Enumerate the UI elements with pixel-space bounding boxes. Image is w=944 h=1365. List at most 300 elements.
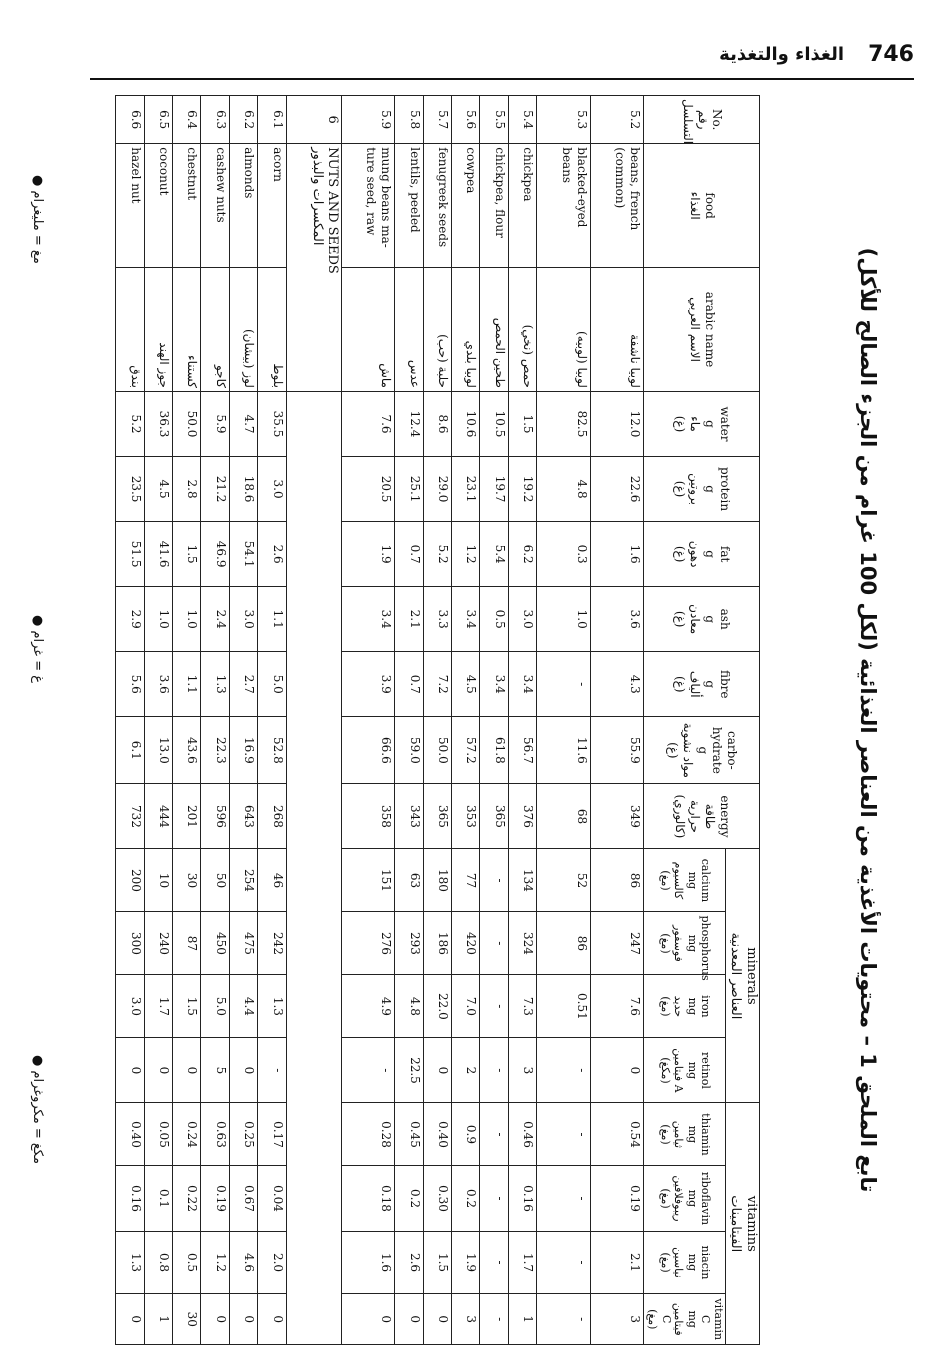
nutrient-value: 1.6	[341, 1231, 394, 1294]
nutrient-value: 1.5	[423, 1231, 451, 1294]
nutrient-value: 3.6	[144, 652, 172, 717]
arabic-name: كاجو	[201, 268, 229, 392]
nutrient-value: 0	[173, 1038, 201, 1103]
table-row	[537, 96, 590, 1345]
nutrient-value: 0	[116, 1038, 145, 1103]
nutrient-value: 0.46	[508, 1103, 536, 1166]
nutrient-value: 68	[537, 784, 590, 849]
table-row	[480, 96, 508, 1345]
food-name-line: acorn	[270, 147, 285, 182]
nutrient-value: 1	[508, 1294, 536, 1345]
nutrient-value: 0.51	[537, 975, 590, 1038]
food-name	[537, 144, 590, 268]
row-number: 5.9	[341, 96, 394, 144]
col-vitamin-c: vitamin C mg فيتامين C (مغ)	[644, 1294, 726, 1345]
nutrient-value: 5.0	[201, 975, 229, 1038]
row-number: 5.2	[590, 96, 643, 144]
nutrient-value: 2.8	[173, 457, 201, 522]
nutrient-value: 4.5	[452, 652, 480, 717]
nutrient-value: 343	[395, 784, 423, 849]
nutrient-value: 7.6	[590, 975, 643, 1038]
nutrient-value: 3.4	[341, 587, 394, 652]
section-empty	[286, 391, 341, 1344]
table-row	[229, 96, 257, 1345]
nutrient-value: 0	[229, 1038, 257, 1103]
nutrient-value: -	[480, 1231, 508, 1294]
table-row	[452, 96, 480, 1345]
nutrient-value: 0.54	[590, 1103, 643, 1166]
nutrient-value: -	[537, 1103, 590, 1166]
arabic-name: كستناء	[173, 268, 201, 392]
nutrient-value: 4.5	[144, 457, 172, 522]
arabic-name: لوبيا ناشفة	[590, 268, 643, 392]
nutrient-value: 5.2	[423, 522, 451, 587]
row-number: 6.1	[258, 96, 286, 144]
nutrient-value: 365	[480, 784, 508, 849]
nutrient-value: -	[480, 912, 508, 975]
nutrient-value: 186	[423, 912, 451, 975]
page-header	[90, 38, 914, 80]
food-name-line: hazel nut	[128, 147, 143, 204]
row-number: 6.3	[201, 96, 229, 144]
nutrient-value: -	[537, 1166, 590, 1231]
nutrient-value: 36.3	[144, 391, 172, 456]
nutrient-value: -	[537, 1294, 590, 1345]
nutrient-value: 3	[508, 1038, 536, 1103]
table-row	[341, 96, 394, 1345]
nutrient-value: 254	[229, 849, 257, 912]
nutrient-value: 3.0	[116, 975, 145, 1038]
nutrient-value: 0.2	[452, 1166, 480, 1231]
nutrient-value: 56.7	[508, 717, 536, 784]
section-title-en: NUTS AND SEEDS	[324, 147, 340, 274]
page-number: 746	[868, 42, 914, 67]
food-name-line: beans	[559, 147, 574, 184]
row-number: 6.2	[229, 96, 257, 144]
nutrient-value: 54.1	[229, 522, 257, 587]
nutrient-value: 63	[395, 849, 423, 912]
table-caption: تابع الملحق 1 – محتويات الأغذية من العناصر الغذائية (لكل 100 غرام من الجزء الصالح للأكل)	[856, 247, 880, 1193]
nutrient-value: -	[480, 1166, 508, 1231]
nutrient-value: 2.1	[590, 1231, 643, 1294]
nutrient-value: 1.9	[452, 1231, 480, 1294]
arabic-name: لوبيا بلدي	[452, 268, 480, 392]
nutrient-value: 596	[201, 784, 229, 849]
food-name	[452, 144, 480, 268]
nutrient-value: -	[537, 1038, 590, 1103]
col-protein: protein g بروتين (غ)	[644, 457, 760, 522]
arabic-name: بلوط	[258, 268, 286, 392]
food-name-line: blacked-eyed	[574, 147, 589, 228]
nutrient-value: 3.6	[590, 587, 643, 652]
running-title: الغذاء والتغذية	[719, 44, 844, 65]
nutrient-value: 0.8	[144, 1231, 172, 1294]
nutrient-value: 10.5	[480, 391, 508, 456]
nutrient-value: 1.2	[201, 1231, 229, 1294]
nutrient-value: 4.3	[590, 652, 643, 717]
nutrient-value: 41.6	[144, 522, 172, 587]
nutrient-value: 21.2	[201, 457, 229, 522]
row-number: 5.4	[508, 96, 536, 144]
nutrient-value: 50.0	[423, 717, 451, 784]
arabic-name: عدس	[395, 268, 423, 392]
nutrient-value: 20.5	[341, 457, 394, 522]
food-name-line: chestnut	[185, 147, 200, 201]
nutrient-value: 2.6	[395, 1231, 423, 1294]
nutrient-value: 420	[452, 912, 480, 975]
food-name-line: chickpea	[521, 147, 536, 202]
nutrient-value: 0	[395, 1294, 423, 1345]
nutrient-value: 0.17	[258, 1103, 286, 1166]
food-name-line: fenugreek seeds	[436, 147, 451, 248]
nutrient-value: 324	[508, 912, 536, 975]
nutrient-value: 57.2	[452, 717, 480, 784]
col-fat: fat g دهون (غ)	[644, 522, 760, 587]
nutrient-value: 3.4	[452, 587, 480, 652]
nutrient-value: 10	[144, 849, 172, 912]
food-name-line: cowpea	[464, 147, 479, 194]
col-retinol: retinol mg فيتامين A (مكغ)	[644, 1038, 726, 1103]
nutrient-value: 0	[116, 1294, 145, 1345]
nutrient-value: 358	[341, 784, 394, 849]
nutrient-value: 1.3	[116, 1231, 145, 1294]
nutrient-value: 22.0	[423, 975, 451, 1038]
nutrient-value: 1.3	[258, 975, 286, 1038]
row-number: 6.6	[116, 96, 145, 144]
nutrient-value: 3.4	[480, 652, 508, 717]
table-row	[144, 96, 172, 1345]
nutrient-value: 52.8	[258, 717, 286, 784]
nutrient-value: 180	[423, 849, 451, 912]
nutrient-value: 0	[423, 1294, 451, 1345]
nutrient-value: 8.6	[423, 391, 451, 456]
nutrient-value: 1.7	[508, 1231, 536, 1294]
nutrient-value: -	[480, 849, 508, 912]
food-name-line: almonds	[242, 147, 257, 199]
arabic-name: حلبة (حب)	[423, 268, 451, 392]
food-name	[590, 144, 643, 268]
nutrient-value: 2.7	[229, 652, 257, 717]
food-name	[480, 144, 508, 268]
nutrient-value: 2.1	[395, 587, 423, 652]
nutrient-value: 66.6	[341, 717, 394, 784]
nutrient-value: 0.40	[423, 1103, 451, 1166]
food-name	[201, 144, 229, 268]
nutrient-value: 349	[590, 784, 643, 849]
nutrient-value: 19.2	[508, 457, 536, 522]
nutrient-value: 0.7	[395, 652, 423, 717]
table-row	[395, 96, 423, 1345]
nutrient-value: 18.6	[229, 457, 257, 522]
row-number: 5.5	[480, 96, 508, 144]
col-thiamin: thiamin mg ثيامين (مغ)	[644, 1103, 726, 1166]
nutrient-value: 1	[144, 1294, 172, 1345]
nutrient-value: 6.1	[116, 717, 145, 784]
nutrient-value: 1.7	[144, 975, 172, 1038]
table-row	[173, 96, 201, 1345]
nutrient-value: 151	[341, 849, 394, 912]
nutrient-value: 353	[452, 784, 480, 849]
nutrient-value: -	[480, 975, 508, 1038]
table-row	[590, 96, 643, 1345]
food-name	[423, 144, 451, 268]
nutrient-value: 46.9	[201, 522, 229, 587]
nutrient-value: 55.9	[590, 717, 643, 784]
food-name	[341, 144, 394, 268]
food-name	[229, 144, 257, 268]
nutrient-value: 376	[508, 784, 536, 849]
table-row	[258, 96, 286, 1345]
table-row	[508, 96, 536, 1345]
nutrient-value: 0	[590, 1038, 643, 1103]
nutrient-value: 50	[201, 849, 229, 912]
col-carbohydrate: carbo- hydrate g مواد نشوية (غ)	[644, 717, 760, 784]
nutrient-value: 82.5	[537, 391, 590, 456]
nutrient-value: 50.0	[173, 391, 201, 456]
row-number: 5.6	[452, 96, 480, 144]
food-name	[508, 144, 536, 268]
nutrient-value: 5.9	[201, 391, 229, 456]
nutrient-value: 0	[341, 1294, 394, 1345]
nutrient-value: 12.4	[395, 391, 423, 456]
table-body	[116, 96, 644, 1345]
nutrient-value: 247	[590, 912, 643, 975]
nutrient-value: 201	[173, 784, 201, 849]
nutrient-value: 2.6	[258, 522, 286, 587]
nutrient-value: 0.5	[173, 1231, 201, 1294]
section-row	[286, 96, 341, 1345]
col-phosphorus: phosphorus mg فوسفور (مغ)	[644, 912, 726, 975]
nutrient-value: 0.05	[144, 1103, 172, 1166]
food-name	[258, 144, 286, 268]
col-fibre: fibre g ألياف (غ)	[644, 652, 760, 717]
nutrient-value: 0.19	[590, 1166, 643, 1231]
nutrient-value: 7.6	[341, 391, 394, 456]
nutrient-value: 52	[537, 849, 590, 912]
nutrient-value: 86	[537, 912, 590, 975]
food-name-line: beans, french	[628, 147, 643, 231]
nutrient-value: 242	[258, 912, 286, 975]
arabic-name: جوز الهند	[144, 268, 172, 392]
nutrient-value: 0	[201, 1294, 229, 1345]
nutrient-value: 293	[395, 912, 423, 975]
nutrient-value: 0.1	[144, 1166, 172, 1231]
legend-g: غ = غرام ●	[30, 615, 45, 684]
nutrient-value: 1.5	[173, 975, 201, 1038]
nutrient-value: 3.9	[341, 652, 394, 717]
col-arabic-name: arabic name الاسم العربي	[644, 268, 760, 392]
arabic-name: ماش	[341, 268, 394, 392]
nutrient-value: 5.2	[116, 391, 145, 456]
nutrient-value: 0	[229, 1294, 257, 1345]
nutrient-value: -	[480, 1038, 508, 1103]
nutrient-value: 7.0	[452, 975, 480, 1038]
nutrient-value: 4.6	[229, 1231, 257, 1294]
nutrient-value: 1.0	[173, 587, 201, 652]
nutrient-value: 22.6	[590, 457, 643, 522]
col-iron: iron mg حديد (مغ)	[644, 975, 726, 1038]
nutrient-value: 7.3	[508, 975, 536, 1038]
col-water: water g ماء (غ)	[644, 391, 760, 456]
nutrient-value: 3.0	[229, 587, 257, 652]
nutrient-value: 0	[258, 1294, 286, 1345]
nutrient-value: 0.5	[480, 587, 508, 652]
nutrient-value: 11.6	[537, 717, 590, 784]
nutrient-value: 0.28	[341, 1103, 394, 1166]
nutrient-value: 5	[201, 1038, 229, 1103]
food-name-line: (common)	[613, 147, 628, 209]
col-ash: ash g معادن (غ)	[644, 587, 760, 652]
nutrient-value: 276	[341, 912, 394, 975]
nutrient-value: 46	[258, 849, 286, 912]
nutrient-value: 0.2	[395, 1166, 423, 1231]
nutrient-value: 0	[423, 1038, 451, 1103]
nutrient-value: 200	[116, 849, 145, 912]
nutrient-value: 5.0	[258, 652, 286, 717]
nutrient-value: 29.0	[423, 457, 451, 522]
nutrient-value: 61.8	[480, 717, 508, 784]
row-number: 5.3	[537, 96, 590, 144]
nutrient-value: 0.30	[423, 1166, 451, 1231]
nutrient-value: 300	[116, 912, 145, 975]
row-number: 6.4	[173, 96, 201, 144]
nutrient-value: 43.6	[173, 717, 201, 784]
nutrient-value: 240	[144, 912, 172, 975]
nutrient-value: 1.2	[452, 522, 480, 587]
arabic-name: طحين الحمص	[480, 268, 508, 392]
nutrient-value: 25.1	[395, 457, 423, 522]
unit-legend	[5, 95, 45, 1345]
col-riboflavin: riboflavin mg ريبوفلافين (مغ)	[644, 1166, 726, 1231]
nutrient-value: 12.0	[590, 391, 643, 456]
nutrient-value: 6.2	[508, 522, 536, 587]
food-name	[116, 144, 145, 268]
nutrient-value: 51.5	[116, 522, 145, 587]
food-name-line: chickpea, flour	[492, 147, 507, 238]
row-number: 5.8	[395, 96, 423, 144]
nutrient-value: 365	[423, 784, 451, 849]
nutrient-value: 1.3	[201, 652, 229, 717]
nutrient-value: 0.19	[201, 1166, 229, 1231]
food-name-line: coconut	[157, 147, 172, 196]
nutrient-value: 5.6	[116, 652, 145, 717]
group-vitamins: vitamins الفيتامينات	[726, 1103, 760, 1345]
nutrient-value: 23.1	[452, 457, 480, 522]
food-name	[144, 144, 172, 268]
nutrient-value: 1.0	[537, 587, 590, 652]
group-minerals: minerals العناصر المعدنية	[726, 849, 760, 1103]
nutrient-value: 35.5	[258, 391, 286, 456]
nutrient-value: 19.7	[480, 457, 508, 522]
nutrient-value: 0.7	[395, 522, 423, 587]
food-name-line: cashew nuts	[213, 147, 228, 223]
nutrient-value: 1.1	[258, 587, 286, 652]
nutrient-value: 13.0	[144, 717, 172, 784]
nutrient-value: -	[341, 1038, 394, 1103]
nutrient-value: 5.4	[480, 522, 508, 587]
nutrient-value: 30	[173, 1294, 201, 1345]
nutrient-value: -	[258, 1038, 286, 1103]
nutrient-value: 475	[229, 912, 257, 975]
col-niacin: niacin mg نياسين (مغ)	[644, 1231, 726, 1294]
nutrient-value: 30	[173, 849, 201, 912]
nutrient-value: 3.4	[508, 652, 536, 717]
food-name-line: lentils, peeled	[407, 147, 422, 233]
col-food: food الغذاء	[644, 144, 760, 268]
nutrient-value: 0.04	[258, 1166, 286, 1231]
nutrient-value: -	[480, 1103, 508, 1166]
nutrient-value: 59.0	[395, 717, 423, 784]
nutrient-value: 77	[452, 849, 480, 912]
nutrient-table	[115, 95, 760, 1345]
nutrient-value: 4.7	[229, 391, 257, 456]
nutrient-value: 134	[508, 849, 536, 912]
col-energy: energy طاقة حرارية (كالوري)	[644, 784, 760, 849]
col-calcium: calcium mg كالسيوم (مغ)	[644, 849, 726, 912]
section-number: 6	[286, 96, 341, 144]
nutrient-value: 732	[116, 784, 145, 849]
nutrient-value: 22.5	[395, 1038, 423, 1103]
nutrient-value: 4.8	[537, 457, 590, 522]
nutrient-value: 444	[144, 784, 172, 849]
nutrient-value: 4.9	[341, 975, 394, 1038]
row-number: 5.7	[423, 96, 451, 144]
nutrient-value: 87	[173, 912, 201, 975]
food-name-line: mung beans ma-	[379, 147, 394, 248]
nutrient-value: 3	[590, 1294, 643, 1345]
nutrient-value: 1.5	[173, 522, 201, 587]
arabic-name: لوز (بيشان)	[229, 268, 257, 392]
legend-mg: مغ = مليغرام ●	[30, 175, 45, 264]
arabic-name: لوبيا (لوبيه)	[537, 268, 590, 392]
nutrient-value: 0.25	[229, 1103, 257, 1166]
section-title	[286, 144, 341, 392]
nutrient-value: 0.45	[395, 1103, 423, 1166]
nutrient-value: 643	[229, 784, 257, 849]
nutrient-value: 0	[144, 1038, 172, 1103]
nutrient-value: -	[537, 1231, 590, 1294]
nutrient-value: 23.5	[116, 457, 145, 522]
nutrient-value: -	[480, 1294, 508, 1345]
nutrient-value: 4.8	[395, 975, 423, 1038]
food-name	[173, 144, 201, 268]
nutrient-value: 1.0	[144, 587, 172, 652]
legend-mcg: مكغ = مكروغرام ●	[30, 1055, 45, 1164]
nutrient-value: 0.22	[173, 1166, 201, 1231]
nutrient-value: 0.16	[116, 1166, 145, 1231]
nutrient-value: 2.4	[201, 587, 229, 652]
food-name-line: ture seed, raw	[364, 147, 379, 236]
nutrient-value: 86	[590, 849, 643, 912]
arabic-name: حمص (نخي)	[508, 268, 536, 392]
nutrient-value: 2	[452, 1038, 480, 1103]
nutrient-value: 7.2	[423, 652, 451, 717]
row-number: 6.5	[144, 96, 172, 144]
nutrient-value: 4.4	[229, 975, 257, 1038]
table-row	[423, 96, 451, 1345]
arabic-name: بندق	[116, 268, 145, 392]
nutrient-value: 0.3	[537, 522, 590, 587]
nutrient-value: 0.9	[452, 1103, 480, 1166]
nutrient-value: 450	[201, 912, 229, 975]
nutrient-value: 0.24	[173, 1103, 201, 1166]
nutrient-value: 0.67	[229, 1166, 257, 1231]
nutrient-value: 268	[258, 784, 286, 849]
nutrient-value: 3	[452, 1294, 480, 1345]
food-name	[395, 144, 423, 268]
nutrient-value: 0.18	[341, 1166, 394, 1231]
nutrient-value: 0.40	[116, 1103, 145, 1166]
